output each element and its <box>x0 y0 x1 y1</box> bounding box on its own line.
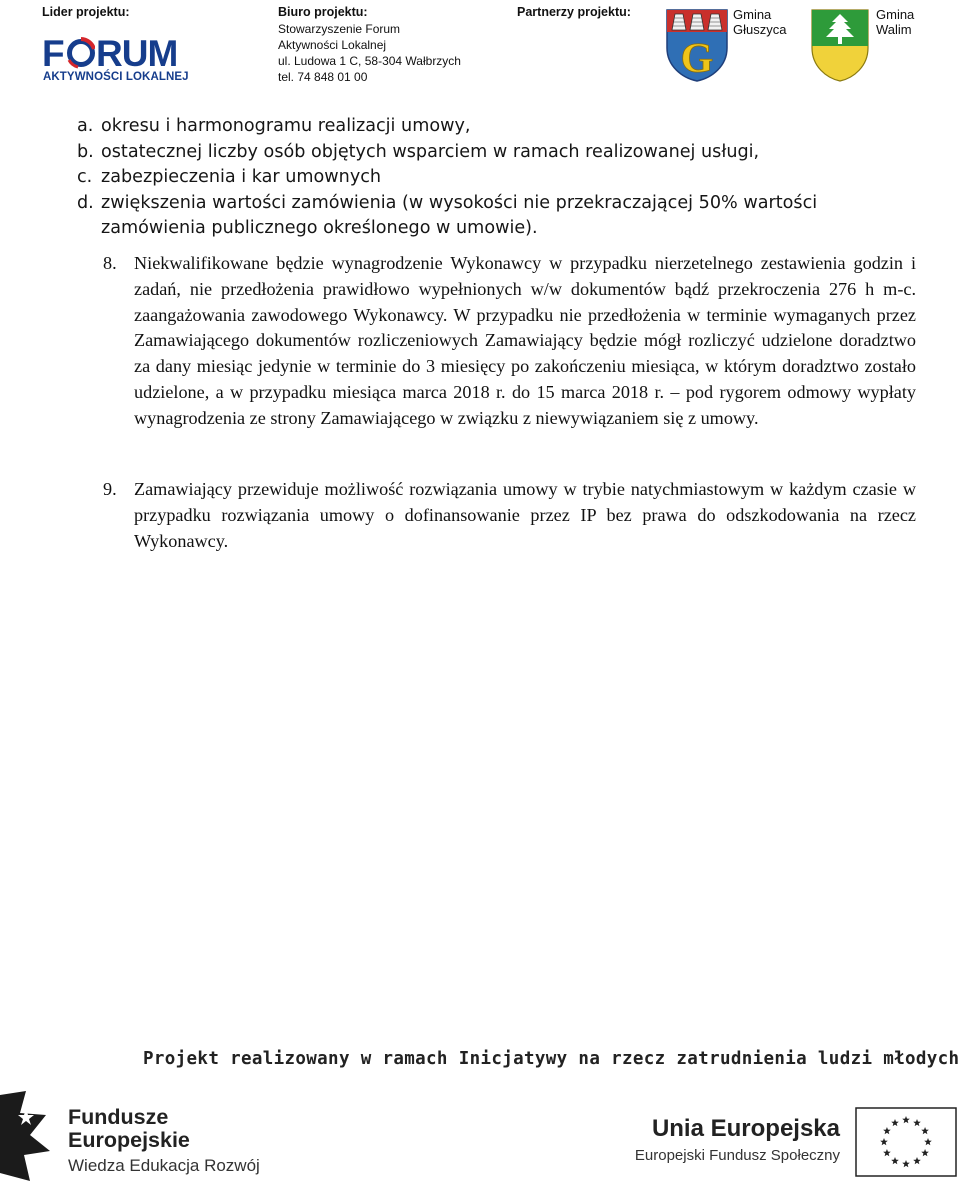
eu-subtitle: Europejski Fundusz Społeczny <box>634 1147 840 1164</box>
gluszyca-emblem-letter: G <box>680 36 714 82</box>
list-marker: c. <box>77 167 93 187</box>
list-item-text: zwiększenia wartości zamówienia (w wysokości nie przekraczającej 50% wartości zamówienia publicznego określonego w umowie). <box>101 192 818 238</box>
partner-walim-line1: Gmina <box>876 7 915 22</box>
partner-gluszyca-name <box>733 7 786 37</box>
lettered-list <box>77 114 927 242</box>
fe-logo-line1: Fundusze <box>68 1105 169 1129</box>
fe-logo-line3: Wiedza Edukacja Rozwój <box>68 1156 260 1175</box>
project-statement: Projekt realizowany w ramach Inicjatywy na rzecz zatrudnienia ludzi młodych <box>143 1049 960 1069</box>
partner-walim-line2: Walim <box>876 22 912 37</box>
fundusze-europejskie-logo <box>68 1106 260 1176</box>
leader-label: Lider projektu: <box>42 5 130 19</box>
gluszyca-crest-icon <box>664 8 730 82</box>
bureau-line: tel. 74 848 01 00 <box>278 70 368 84</box>
bureau-line: Stowarzyszenie Forum <box>278 22 401 36</box>
paragraph-9-text: Zamawiający przewiduje możliwość rozwiązania umowy w trybie natychmiastowym w każdym czasie w przypadku rozwiązania umowy o dofinansowanie przez IP bez prawa do odszkodowania na rzecz Wykonawcy. <box>134 479 916 551</box>
walim-crest-icon <box>810 8 870 82</box>
list-marker: a. <box>77 116 94 136</box>
bureau-line: ul. Ludowa 1 C, 58-304 Wałbrzych <box>278 54 461 68</box>
partner-gluszyca-line2: Głuszyca <box>733 22 787 37</box>
fe-logo-line2: Europejskie <box>68 1128 190 1152</box>
fundusze-europejskie-emblem-icon <box>0 1091 52 1183</box>
list-marker: b. <box>77 141 94 162</box>
list-item <box>77 191 927 242</box>
bureau-address <box>278 21 461 85</box>
partner-gluszyca-line1: Gmina <box>733 7 772 22</box>
forum-logo-emblem-icon <box>67 36 95 70</box>
eu-logo-text <box>620 1115 840 1164</box>
list-item <box>77 114 927 140</box>
list-item-text: zabezpieczenia i kar umownych <box>101 167 382 187</box>
partners-label: Partnerzy projektu: <box>517 5 631 19</box>
list-item <box>77 140 927 166</box>
list-item-text: okresu i harmonogramu realizacji umowy, <box>101 116 471 136</box>
partner-walim-name <box>876 7 914 37</box>
bureau-label: Biuro projektu: <box>278 5 368 19</box>
list-marker: d. <box>77 192 94 213</box>
eu-flag-icon <box>855 1107 957 1177</box>
forum-logo: F RUM AKTYWNOŚCI LOKALNEJ <box>42 33 189 83</box>
eu-title: Unia Europejska <box>651 1115 840 1142</box>
forum-logo-subtext: AKTYWNOŚCI LOKALNEJ <box>43 71 189 83</box>
list-item-text: ostatecznej liczby osób objętych wsparciem w ramach realizowanej usługi, <box>101 141 760 162</box>
paragraph-8-text: Niekwalifikowane będzie wynagrodzenie Wykonawcy w przypadku nierzetelnego zestawienia godzin i zadań, nie przedłożenia prawidłowo wypełnionych w/w dokumentów bądź przekroczenia 276 h m-c. zaangażowania zawodowego Wykonawcy. W przypadku nie przedłożenia w terminie wymaganych przez Zamawiającego dokumentów rozliczeniowych Zamawiający będzie mógł rozliczyć udzielone doradztwo za dany miesiąc jedynie w terminie do 3 miesięcy po zakończeniu miesiąca, w którym doradztwo zostało udzielone, a w przypadku miesiąca marca 2018 r. do 15 marca 2018 r. – pod rygorem odmowy wypłaty wynagrodzenia ze strony Zamawiającego w związku z niewywiązaniem się z umowy. <box>134 253 916 428</box>
list-item <box>77 165 927 191</box>
paragraph-number: 9. <box>103 479 117 499</box>
bureau-line: Aktywności Lokalnej <box>278 38 387 52</box>
paragraph-number: 8. <box>103 253 117 273</box>
